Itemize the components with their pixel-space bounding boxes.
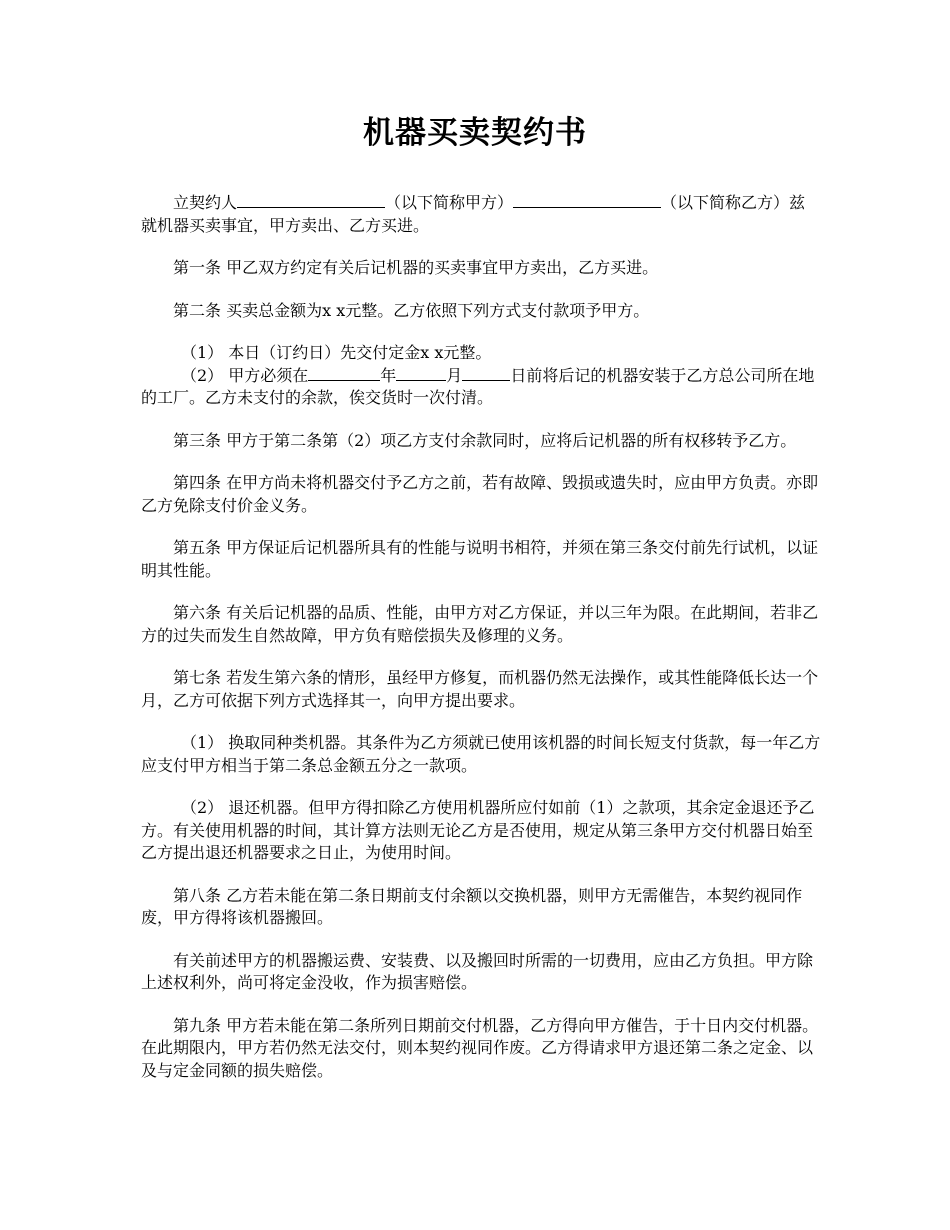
article-5: 第五条 甲方保证后记机器所具有的性能与说明书相符，并须在第三条交付前先行试机，以证明其性能。 — [141, 538, 819, 580]
article-3: 第三条 甲方于第二条第（2）项乙方支付余款同时，应将后记机器的所有权移转予乙方。 — [173, 430, 797, 450]
year-blank — [308, 366, 380, 381]
intro-text-a: 立契约人 — [173, 193, 238, 212]
article-7: 第七条 若发生第六条的情形，虽经甲方修复，而机器仍然无法操作，或其性能降低长达一个月，乙方可依据下列方式选择其一，向甲方提出要求。 — [141, 668, 819, 710]
document-title: 机器买卖契约书 — [363, 115, 587, 151]
year-label: 年 — [380, 365, 397, 385]
article-2-item-2-text-a: （2） 甲方必须在 — [181, 365, 309, 385]
article-7-item-2: （2） 退还机器。但甲方得扣除乙方使用机器所应付如前（1）之款项，其余定金退还予乙方。有关使用机器的时间，其计算方法则无论乙方是否使用，规定从第三条甲方交付机器日始至乙方提出退还机器要求之日止，为使用时间。 — [141, 798, 815, 862]
article-9: 第九条 甲方若未能在第二条所列日期前交付机器，乙方得向甲方催告，于十日内交付机器。在此期限内，甲方若仍然无法交付，则本契约视同作废。乙方得请求甲方退还第二条之定金、以及与定金同额的损失赔偿。 — [141, 1015, 819, 1080]
intro-text-b: （以下简称甲方） — [385, 193, 514, 212]
party-a-blank — [237, 193, 385, 208]
article-2-item-2 — [141, 365, 821, 410]
document-body — [141, 192, 821, 1082]
article-8: 第八条 乙方若未能在第二条日期前支付余额以交换机器，则甲方无需催告，本契约视同作废，甲方得将该机器搬回。 — [141, 885, 803, 927]
month-label: 月 — [446, 365, 463, 385]
intro-text-c: （以下简称乙方）兹就机器买卖事宜，甲方卖出、乙方买进。 — [141, 193, 806, 235]
article-1: 第一条 甲乙双方约定有关后记机器的买卖事宜甲方卖出，乙方买进。 — [173, 258, 659, 277]
article-2-item-1: （1） 本日（订约日）先交付定金x x元整。 — [181, 343, 492, 362]
day-blank — [462, 366, 510, 381]
article-4: 第四条 在甲方尚未将机器交付予乙方之前，若有故障、毁损或遗失时，应由甲方负责。亦即乙方免除支付价金义务。 — [141, 473, 819, 515]
article-8-note: 有关前述甲方的机器搬运费、安装费、以及搬回时所需的一切费用，应由乙方负担。甲方除上述权利外，尚可将定金没收，作为损害赔偿。 — [141, 950, 814, 992]
party-b-blank — [513, 193, 661, 208]
article-6: 第六条 有关后记机器的品质、性能，由甲方对乙方保证，并以三年为限。在此期间，若非乙方的过失而发生自然故障，甲方负有赔偿损失及修理的义务。 — [141, 603, 819, 645]
month-blank — [396, 366, 446, 381]
intro-paragraph — [141, 192, 821, 237]
article-7-item-1: （1） 换取同种类机器。其条件为乙方须就已使用该机器的时间长短支付货款，每一年乙方应支付甲方相当于第二条总金额五分之一款项。 — [141, 733, 821, 775]
article-2-item-2-text-d: 日前将后记的机器安装于乙方总公司所在地的工厂。乙方未支付的余款，俟交货时一次付清。 — [141, 365, 815, 407]
article-2: 第二条 买卖总金额为x x元整。乙方依照下列方式支付款项予甲方。 — [173, 300, 650, 320]
